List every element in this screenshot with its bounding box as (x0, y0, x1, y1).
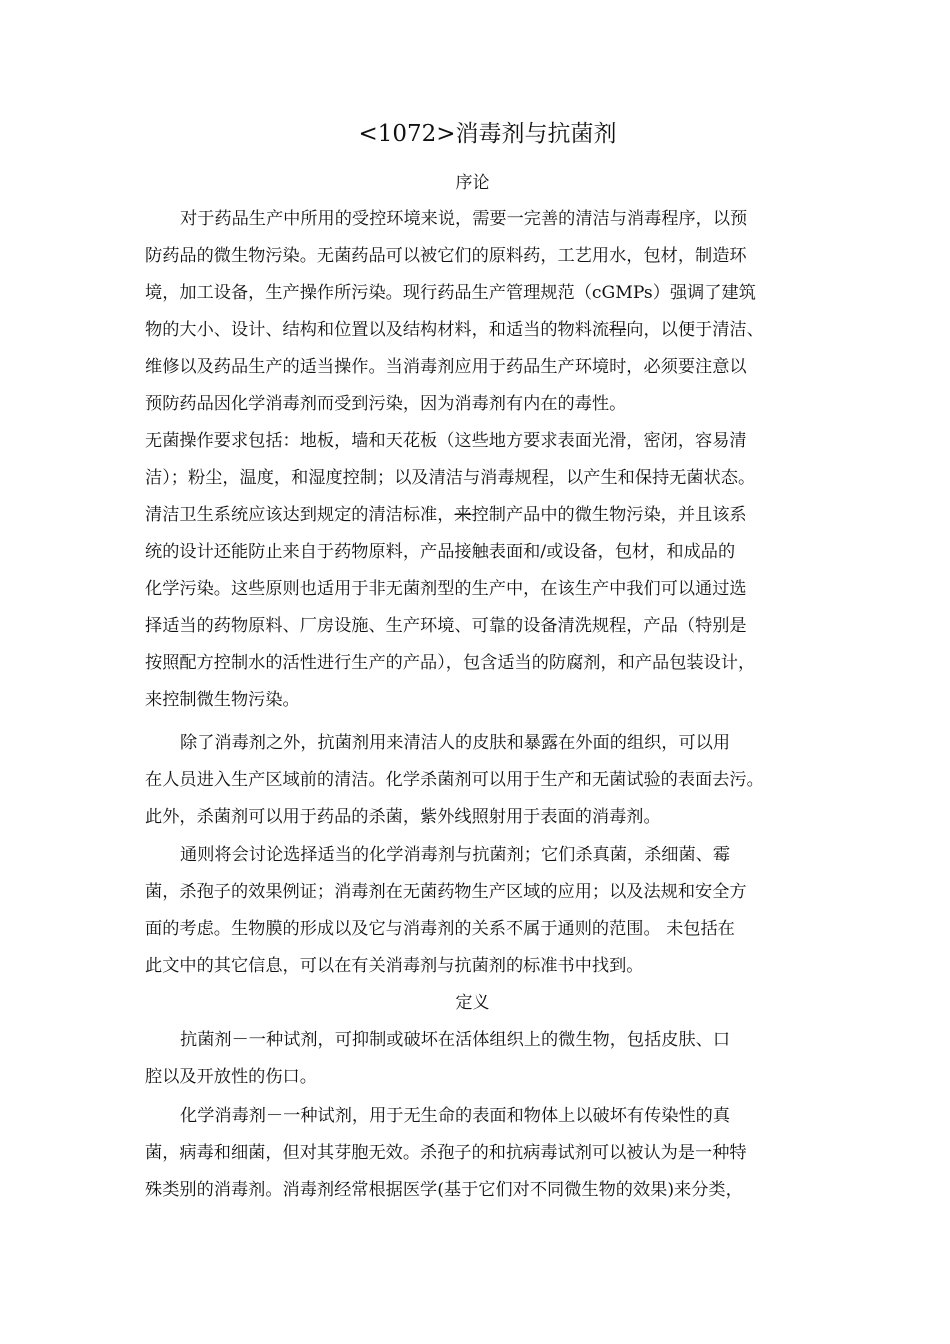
line-text: 控制产品中的微生物污染，并且该系 (471, 505, 747, 525)
paragraph-line: 境，加工设备，生产操作所污染。现行药品生产管理规范（cGMPs）强调了建筑 (145, 283, 756, 303)
paragraph-line: 腔以及开放性的伤口。 (145, 1067, 317, 1087)
paragraph-line: 抗菌剂－一种试剂，可抑制或破坏在活体组织上的微生物，包括皮肤、口 (180, 1030, 731, 1050)
paragraph-line: 殊类别的消毒剂。消毒剂经常根据医学(基于它们对不同微生物的效果)来分类， (145, 1180, 743, 1200)
struck-text: 来 (454, 505, 472, 525)
paragraph-line: 来控制微生物污染。 (145, 690, 300, 710)
paragraph-line: 维修以及药品生产的适当操作。当消毒剂应用于药品生产环境时，必须要注意以 (145, 357, 747, 377)
paragraph-line (145, 500, 747, 530)
paragraph-line: 按照配方控制水的活性进行生产的产品），包含适当的防腐剂，和产品包装设计， (145, 653, 756, 673)
paragraph-line: 洁）；粉尘，温度，和湿度控制；以及清洁与消毒规程，以产生和保持无菌状态。 (145, 468, 756, 488)
paragraph-line: 对于药品生产中所用的受控环境来说，需要一完善的清洁与消毒程序，以预 (180, 209, 748, 229)
paragraph-line: 面的考虑。生物膜的形成以及它与消毒剂的关系不属于通则的范围。 未包括在 (145, 919, 735, 939)
line-text: 向，以便于清洁、 (626, 320, 764, 340)
document-title: <1072>消毒剂与抗菌剂 (358, 121, 617, 147)
paragraph-line: 此文中的其它信息，可以在有关消毒剂与抗菌剂的标准书中找到。 (145, 956, 644, 976)
paragraph-line: 菌，杀孢子的效果例证；消毒剂在无菌药物生产区域的应用；以及法规和安全方 (145, 882, 747, 902)
paragraph-line: 化学消毒剂－一种试剂，用于无生命的表面和物体上以破坏有传染性的真 (180, 1106, 731, 1126)
paragraph-line: 此外，杀菌剂可以用于药品的杀菌，紫外线照射用于表面的消毒剂。 (145, 807, 661, 827)
paragraph-line: 除了消毒剂之外，抗菌剂用来清洁人的皮肤和暴露在外面的组织，可以用 (180, 733, 731, 753)
paragraph-line: 通则将会讨论选择适当的化学消毒剂与抗菌剂；它们杀真菌，杀细菌、霉 (180, 845, 731, 865)
paragraph-line: 防药品的微生物污染。无菌药品可以被它们的原料药，工艺用水，包材，制造环 (145, 246, 747, 266)
paragraph-line: 菌，病毒和细菌，但对其芽胞无效。杀孢子的和抗病毒试剂可以被认为是一种特 (145, 1143, 747, 1163)
paragraph-line: 统的设计还能防止来自于药物原料，产品接触表面和/或设备，包材，和成品的 (145, 542, 736, 562)
paragraph-line: 择适当的药物原料、厂房设施、生产环境、可靠的设备清洗规程，产品（特别是 (145, 616, 747, 636)
paragraph-line: 预防药品因化学消毒剂而受到污染，因为消毒剂有内在的毒性。 (145, 394, 627, 414)
paragraph-line: 无菌操作要求包括：地板，墙和天花板（这些地方要求表面光滑，密闭，容易清 (145, 431, 747, 451)
paragraph-line: 在人员进入生产区域前的清洁。化学杀菌剂可以用于生产和无菌试验的表面去污。 (145, 770, 764, 790)
line-text: 物的大小、设计、结构和位置以及结构材料，和适当的物料流 (145, 320, 610, 340)
section-heading-definitions: 定义 (455, 993, 490, 1013)
section-heading-intro: 序论 (455, 173, 490, 193)
paragraph-line (145, 315, 764, 345)
paragraph-line: 化学污染。这些原则也适用于非无菌剂型的生产中，在该生产中我们可以通过选 (145, 579, 747, 599)
struck-text: 程 (609, 320, 627, 340)
line-text: 清洁卫生系统应该达到规定的清洁标准， (145, 505, 455, 525)
